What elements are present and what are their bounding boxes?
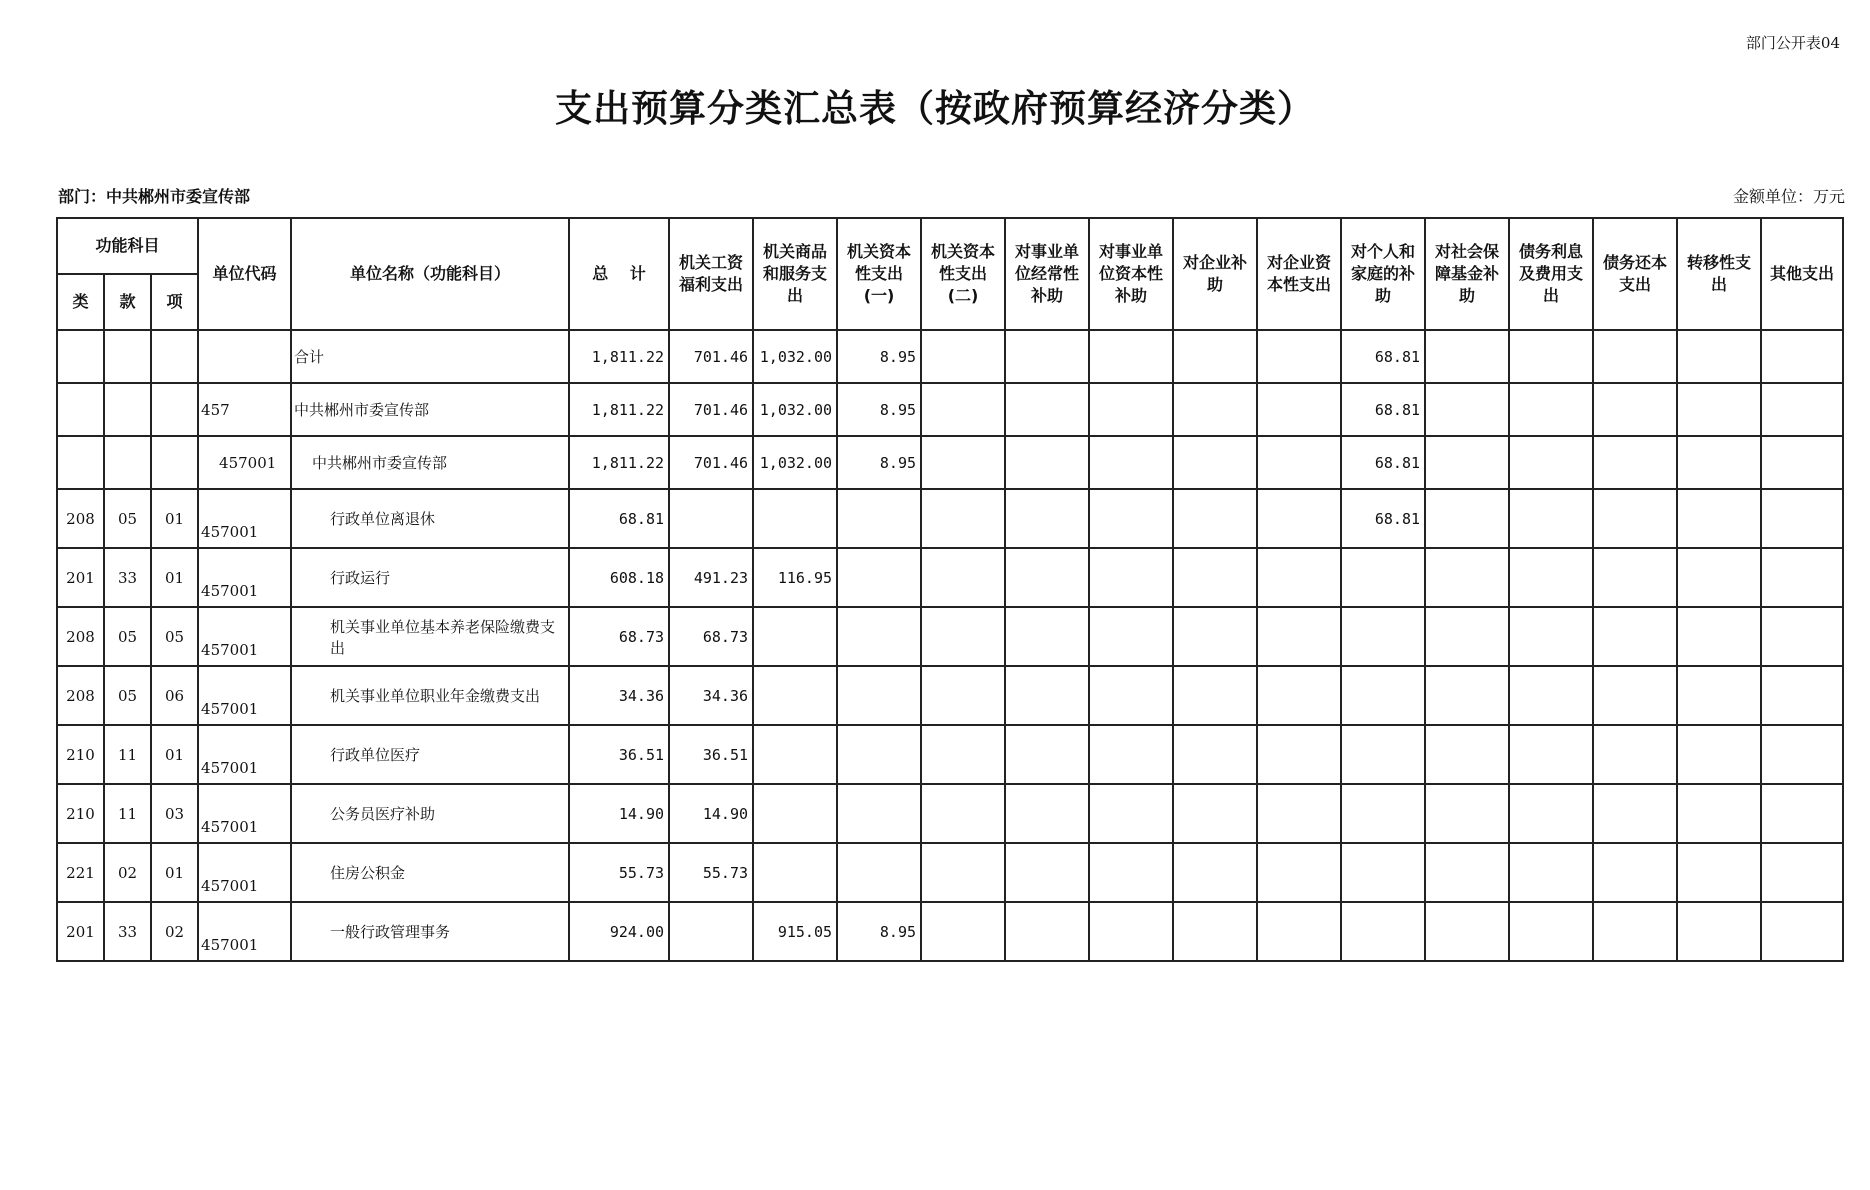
table-row <box>57 725 1843 784</box>
cell-value: 701.46 <box>669 330 753 383</box>
cell-value <box>1005 725 1089 784</box>
cell-value <box>1005 548 1089 607</box>
cell-kuan: 05 <box>104 607 151 666</box>
cell-value <box>1677 784 1761 843</box>
cell-value <box>1425 607 1509 666</box>
cell-kuan <box>104 383 151 436</box>
header-col: 机关资本性支出(一) <box>837 218 921 330</box>
cell-lei: 208 <box>57 666 104 725</box>
cell-lei: 210 <box>57 784 104 843</box>
header-col: 转移性支出 <box>1677 218 1761 330</box>
cell-lei: 208 <box>57 607 104 666</box>
cell-value <box>753 607 837 666</box>
cell-value <box>1761 725 1843 784</box>
cell-value <box>921 330 1005 383</box>
cell-total: 36.51 <box>569 725 669 784</box>
header-col: 其他支出 <box>1761 218 1843 330</box>
cell-value <box>1761 843 1843 902</box>
cell-lei <box>57 330 104 383</box>
cell-xiang: 01 <box>151 548 198 607</box>
cell-value <box>921 436 1005 489</box>
cell-unit-name: 合计 <box>291 330 569 383</box>
cell-kuan: 33 <box>104 902 151 961</box>
cell-value <box>1341 902 1425 961</box>
department-label: 部门：中共郴州市委宣传部 <box>58 187 251 206</box>
cell-total: 55.73 <box>569 843 669 902</box>
cell-kuan: 05 <box>104 489 151 548</box>
cell-unit-code: 457001 <box>198 489 291 548</box>
cell-value <box>1341 666 1425 725</box>
cell-value <box>1509 436 1593 489</box>
cell-value <box>1677 666 1761 725</box>
cell-value <box>1089 330 1173 383</box>
cell-value: 34.36 <box>669 666 753 725</box>
cell-value: 68.81 <box>1341 436 1425 489</box>
cell-value <box>921 489 1005 548</box>
cell-kuan: 05 <box>104 666 151 725</box>
cell-kuan: 33 <box>104 548 151 607</box>
header-xiang: 项 <box>151 274 198 330</box>
cell-value <box>921 843 1005 902</box>
cell-total: 1,811.22 <box>569 436 669 489</box>
cell-value <box>753 666 837 725</box>
cell-value <box>837 843 921 902</box>
cell-value <box>1509 330 1593 383</box>
cell-value <box>1425 330 1509 383</box>
cell-value <box>1257 607 1341 666</box>
cell-value <box>921 725 1005 784</box>
cell-value <box>1089 607 1173 666</box>
cell-value <box>1593 383 1677 436</box>
header-unit-code: 单位代码 <box>198 218 291 330</box>
cell-value <box>1005 902 1089 961</box>
cell-value <box>1089 489 1173 548</box>
cell-value <box>1761 784 1843 843</box>
cell-value <box>1425 666 1509 725</box>
cell-unit-name: 行政单位离退休 <box>291 489 569 548</box>
cell-unit-name: 机关事业单位职业年金缴费支出 <box>291 666 569 725</box>
cell-kuan: 11 <box>104 725 151 784</box>
cell-xiang <box>151 436 198 489</box>
cell-value: 68.81 <box>1341 489 1425 548</box>
cell-value: 701.46 <box>669 436 753 489</box>
cell-value: 8.95 <box>837 436 921 489</box>
cell-value <box>921 607 1005 666</box>
cell-unit-code: 457001 <box>198 902 291 961</box>
cell-value: 14.90 <box>669 784 753 843</box>
cell-value <box>1089 902 1173 961</box>
expenditure-table <box>56 217 1844 962</box>
cell-value <box>1257 548 1341 607</box>
cell-value <box>1593 902 1677 961</box>
cell-unit-code: 457001 <box>198 436 291 489</box>
cell-value <box>1173 784 1257 843</box>
cell-unit-code: 457 <box>198 383 291 436</box>
cell-value <box>1257 843 1341 902</box>
cell-value <box>1425 489 1509 548</box>
cell-value <box>1257 725 1341 784</box>
cell-value: 491.23 <box>669 548 753 607</box>
cell-unit-code: 457001 <box>198 666 291 725</box>
cell-value <box>753 725 837 784</box>
cell-value <box>1761 548 1843 607</box>
cell-value <box>753 489 837 548</box>
header-col: 对社会保障基金补助 <box>1425 218 1509 330</box>
cell-value <box>1593 725 1677 784</box>
cell-value <box>1173 489 1257 548</box>
cell-unit-name: 中共郴州市委宣传部 <box>291 436 569 489</box>
header-col: 债务还本支出 <box>1593 218 1677 330</box>
cell-value: 8.95 <box>837 383 921 436</box>
cell-value <box>1173 843 1257 902</box>
cell-value: 8.95 <box>837 330 921 383</box>
cell-value <box>1173 436 1257 489</box>
cell-value <box>1005 843 1089 902</box>
header-col: 债务利息及费用支出 <box>1509 218 1593 330</box>
cell-value <box>1425 725 1509 784</box>
header-total: 总 计 <box>569 218 669 330</box>
cell-value <box>1509 607 1593 666</box>
cell-total: 1,811.22 <box>569 330 669 383</box>
cell-value <box>1593 607 1677 666</box>
cell-value <box>1509 784 1593 843</box>
cell-value <box>837 666 921 725</box>
cell-value <box>1005 383 1089 436</box>
cell-value <box>1173 666 1257 725</box>
table-row <box>57 436 1843 489</box>
cell-value <box>1089 666 1173 725</box>
header-col: 对事业单位经常性补助 <box>1005 218 1089 330</box>
header-col: 机关工资福利支出 <box>669 218 753 330</box>
cell-value <box>837 784 921 843</box>
cell-value: 68.81 <box>1341 383 1425 436</box>
cell-value <box>1761 902 1843 961</box>
cell-value <box>1425 383 1509 436</box>
cell-xiang: 05 <box>151 607 198 666</box>
cell-lei <box>57 383 104 436</box>
cell-value <box>1593 436 1677 489</box>
header-unit-name: 单位名称（功能科目） <box>291 218 569 330</box>
cell-value <box>837 607 921 666</box>
cell-lei <box>57 436 104 489</box>
cell-value: 36.51 <box>669 725 753 784</box>
cell-value <box>1677 436 1761 489</box>
cell-unit-code: 457001 <box>198 607 291 666</box>
cell-value: 1,032.00 <box>753 383 837 436</box>
cell-value <box>1173 902 1257 961</box>
cell-value <box>1677 489 1761 548</box>
cell-value <box>1593 489 1677 548</box>
header-col: 机关资本性支出(二) <box>921 218 1005 330</box>
cell-value <box>1425 548 1509 607</box>
cell-xiang: 01 <box>151 843 198 902</box>
cell-value <box>921 902 1005 961</box>
cell-value: 55.73 <box>669 843 753 902</box>
cell-value <box>837 548 921 607</box>
cell-total: 14.90 <box>569 784 669 843</box>
cell-value <box>1509 725 1593 784</box>
header-lei: 类 <box>57 274 104 330</box>
cell-value <box>1425 902 1509 961</box>
cell-value <box>1677 607 1761 666</box>
cell-value <box>669 902 753 961</box>
cell-total: 924.00 <box>569 902 669 961</box>
table-row <box>57 607 1843 666</box>
cell-value <box>1257 330 1341 383</box>
cell-unit-code <box>198 330 291 383</box>
table-row <box>57 784 1843 843</box>
cell-value <box>1089 436 1173 489</box>
cell-value <box>1341 725 1425 784</box>
cell-value <box>1509 548 1593 607</box>
cell-value <box>1005 607 1089 666</box>
cell-value <box>1425 436 1509 489</box>
cell-lei: 208 <box>57 489 104 548</box>
cell-value <box>1173 330 1257 383</box>
cell-value <box>921 548 1005 607</box>
cell-value <box>1677 548 1761 607</box>
cell-value <box>1005 489 1089 548</box>
cell-unit-code: 457001 <box>198 725 291 784</box>
cell-kuan: 02 <box>104 843 151 902</box>
cell-value <box>1089 843 1173 902</box>
cell-value <box>1089 548 1173 607</box>
cell-value: 1,032.00 <box>753 436 837 489</box>
cell-unit-code: 457001 <box>198 548 291 607</box>
cell-value <box>1593 330 1677 383</box>
cell-unit-code: 457001 <box>198 843 291 902</box>
cell-value: 8.95 <box>837 902 921 961</box>
cell-value <box>1761 607 1843 666</box>
cell-value <box>1005 784 1089 843</box>
cell-unit-name: 住房公积金 <box>291 843 569 902</box>
cell-value <box>1761 666 1843 725</box>
cell-value <box>1509 843 1593 902</box>
cell-value <box>921 383 1005 436</box>
cell-total: 68.73 <box>569 607 669 666</box>
cell-value <box>1005 666 1089 725</box>
table-row <box>57 330 1843 383</box>
table-row <box>57 489 1843 548</box>
cell-value <box>753 843 837 902</box>
cell-unit-name: 公务员医疗补助 <box>291 784 569 843</box>
cell-value <box>1341 784 1425 843</box>
header-col: 对企业资本性支出 <box>1257 218 1341 330</box>
cell-lei: 210 <box>57 725 104 784</box>
header-kuan: 款 <box>104 274 151 330</box>
cell-value <box>1173 383 1257 436</box>
cell-unit-name: 一般行政管理事务 <box>291 902 569 961</box>
cell-value <box>1761 330 1843 383</box>
cell-value <box>1509 666 1593 725</box>
cell-xiang: 06 <box>151 666 198 725</box>
cell-value <box>1173 725 1257 784</box>
table-row <box>57 843 1843 902</box>
cell-value <box>1173 548 1257 607</box>
cell-value <box>1173 607 1257 666</box>
cell-lei: 221 <box>57 843 104 902</box>
cell-unit-name: 行政单位医疗 <box>291 725 569 784</box>
cell-value: 1,032.00 <box>753 330 837 383</box>
cell-unit-name: 机关事业单位基本养老保险缴费支出 <box>291 607 569 666</box>
cell-value <box>669 489 753 548</box>
cell-value <box>1089 725 1173 784</box>
cell-value <box>1257 436 1341 489</box>
cell-value <box>1341 607 1425 666</box>
cell-value <box>921 784 1005 843</box>
cell-value <box>1425 784 1509 843</box>
header-col: 对企业补助 <box>1173 218 1257 330</box>
cell-value: 68.73 <box>669 607 753 666</box>
table-row <box>57 666 1843 725</box>
cell-value <box>921 666 1005 725</box>
table-row <box>57 383 1843 436</box>
cell-value <box>1257 902 1341 961</box>
amount-unit-label: 金额单位：万元 <box>1732 187 1845 206</box>
cell-value <box>837 725 921 784</box>
table-row <box>57 548 1843 607</box>
cell-lei: 201 <box>57 548 104 607</box>
cell-value <box>1761 489 1843 548</box>
page-title: 支出预算分类汇总表（按政府预算经济分类） <box>555 86 1315 130</box>
cell-value <box>1257 784 1341 843</box>
header-func-subject: 功能科目 <box>57 218 198 274</box>
cell-lei: 201 <box>57 902 104 961</box>
cell-value: 116.95 <box>753 548 837 607</box>
cell-value <box>1677 902 1761 961</box>
cell-value <box>753 784 837 843</box>
cell-value <box>1257 489 1341 548</box>
cell-total: 34.36 <box>569 666 669 725</box>
cell-value <box>1089 383 1173 436</box>
cell-value <box>1005 330 1089 383</box>
header-col: 对个人和家庭的补助 <box>1341 218 1425 330</box>
cell-total: 1,811.22 <box>569 383 669 436</box>
cell-value <box>837 489 921 548</box>
cell-value <box>1677 383 1761 436</box>
cell-unit-name: 行政运行 <box>291 548 569 607</box>
cell-value <box>1257 666 1341 725</box>
cell-xiang: 02 <box>151 902 198 961</box>
cell-value <box>1593 548 1677 607</box>
cell-xiang: 01 <box>151 725 198 784</box>
cell-value <box>1089 784 1173 843</box>
cell-value <box>1005 436 1089 489</box>
cell-value <box>1425 843 1509 902</box>
cell-total: 68.81 <box>569 489 669 548</box>
cell-value: 68.81 <box>1341 330 1425 383</box>
cell-value <box>1509 383 1593 436</box>
cell-xiang: 01 <box>151 489 198 548</box>
cell-value: 915.05 <box>753 902 837 961</box>
cell-value <box>1593 666 1677 725</box>
cell-value <box>1509 902 1593 961</box>
cell-value <box>1509 489 1593 548</box>
cell-value <box>1593 784 1677 843</box>
cell-kuan <box>104 330 151 383</box>
cell-value <box>1257 383 1341 436</box>
header-col: 对事业单位资本性补助 <box>1089 218 1173 330</box>
cell-value: 701.46 <box>669 383 753 436</box>
cell-value <box>1677 843 1761 902</box>
cell-xiang <box>151 383 198 436</box>
cell-unit-name: 中共郴州市委宣传部 <box>291 383 569 436</box>
cell-kuan: 11 <box>104 784 151 843</box>
cell-xiang <box>151 330 198 383</box>
cell-value <box>1341 843 1425 902</box>
cell-value <box>1677 725 1761 784</box>
cell-unit-code: 457001 <box>198 784 291 843</box>
cell-xiang: 03 <box>151 784 198 843</box>
cell-value <box>1761 383 1843 436</box>
cell-value <box>1593 843 1677 902</box>
header-col: 机关商品和服务支出 <box>753 218 837 330</box>
form-number: 部门公开表04 <box>1745 34 1840 52</box>
cell-value <box>1341 548 1425 607</box>
cell-total: 608.18 <box>569 548 669 607</box>
cell-value <box>1761 436 1843 489</box>
cell-kuan <box>104 436 151 489</box>
cell-value <box>1677 330 1761 383</box>
table-row <box>57 902 1843 961</box>
